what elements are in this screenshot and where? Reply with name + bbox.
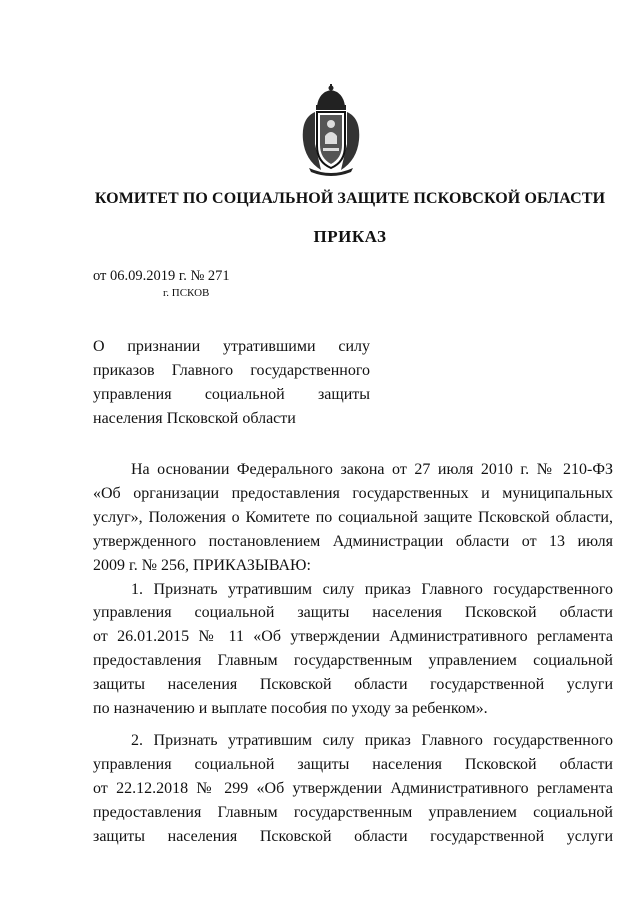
item-2-line: защиты населения Псковской области государственной услуги (93, 827, 613, 845)
item-2-line: предоставления Главным государственным управлением социальной (93, 803, 613, 821)
preamble-line: «Об организации предоставления государственных и муниципальных (93, 484, 613, 502)
coat-of-arms-icon (295, 84, 367, 176)
subject-line: приказов Главного государственного (93, 362, 370, 379)
paragraph-gap (93, 721, 613, 729)
item-1-line: защиты населения Псковской области государственной услуги (93, 676, 613, 694)
organization-name: КОМИТЕТ ПО СОЦИАЛЬНОЙ ЗАЩИТЕ ПСКОВСКОЙ ОБЛАСТИ (94, 190, 606, 207)
item-1-line: предоставления Главным государственным управлением социальной (93, 652, 613, 670)
item-2-line: управления социальной защиты населения Псковской области (93, 755, 613, 773)
item-2-line: 2. Признать утратившим силу приказ Главного государственного (131, 731, 613, 749)
document-title: ПРИКАЗ (313, 227, 387, 246)
order-body (93, 458, 613, 849)
preamble-line: услуг», Положения о Комитете по социальной защите Псковской области, (93, 508, 613, 526)
item-1-line: по назначению и выплате пособия по уходу за ребенком». (93, 700, 488, 718)
order-subject (93, 335, 370, 431)
item-2-line: от 22.12.2018 № 299 «Об утверждении Административного регламента (93, 779, 613, 797)
item-1-line: от 26.01.2015 № 11 «Об утверждении Административного регламента (93, 628, 613, 646)
preamble-line: На основании Федерального закона от 27 июля 2010 г. № 210-ФЗ (131, 461, 613, 478)
preamble-line: 2009 г. № 256, ПРИКАЗЫВАЮ: (93, 556, 311, 574)
item-1-line: 1. Признать утратившим силу приказ Главного государственного (131, 580, 613, 598)
subject-line: управления социальной защиты (93, 386, 370, 403)
order-date-number: от 06.09.2019 г. № 271 (93, 268, 230, 284)
subject-line: О признании утратившими силу (93, 338, 370, 355)
preamble-line: утвержденного постановлением Администрации области от 13 июля (93, 532, 613, 550)
subject-line: населения Псковской области (93, 410, 296, 427)
city-label: г. ПСКОВ (163, 287, 210, 299)
item-1-line: управления социальной защиты населения Псковской области (93, 604, 613, 622)
